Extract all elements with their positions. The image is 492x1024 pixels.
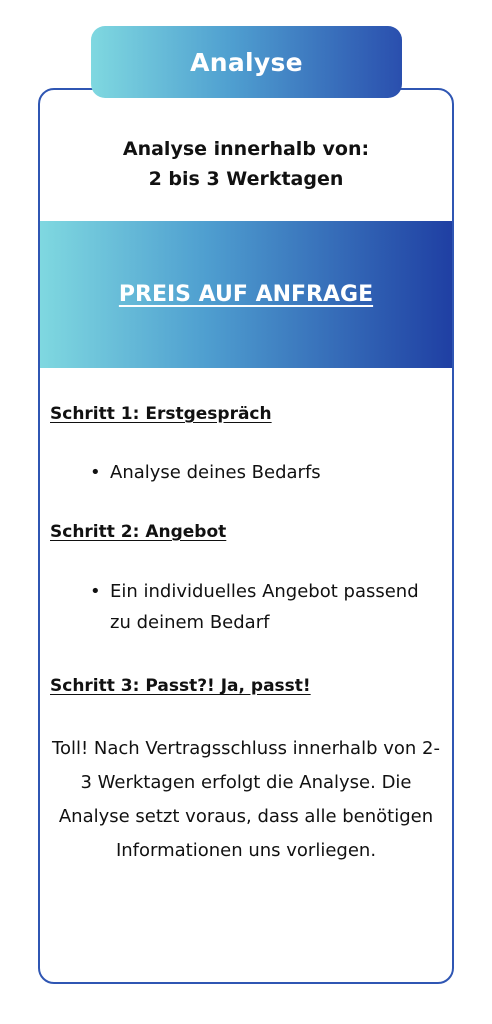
step-2-heading: Schritt 2: Angebot — [50, 522, 227, 542]
step-3-heading: Schritt 3: Passt?! Ja, passt! — [50, 676, 311, 696]
step-1-heading: Schritt 1: Erstgespräch — [50, 404, 272, 424]
step-2-bullet-text: Ein individuelles Angebot passend zu deinem Bedarf — [110, 581, 419, 633]
header-tab — [91, 26, 402, 98]
step-2-bullet — [90, 576, 420, 638]
pricing-card — [38, 88, 454, 984]
duration-line-1: Analyse innerhalb von: — [122, 138, 370, 160]
step-1-bullet — [90, 457, 420, 488]
duration-text — [40, 134, 452, 194]
duration-line-2: 2 bis 3 Werktagen — [148, 168, 344, 190]
price-band — [40, 221, 452, 368]
bullet-dot-icon: • — [90, 462, 101, 483]
bullet-dot-icon: • — [90, 581, 101, 602]
header-title: Analyse — [190, 47, 303, 77]
step-1-bullet-text: Analyse deines Bedarfs — [110, 462, 321, 483]
price-link[interactable]: PREIS AUF ANFRAGE — [118, 282, 374, 307]
closing-text: Toll! Nach Vertragsschluss innerhalb von 2-3 Werktagen erfolgt die Analyse. Die Analyse setzt voraus, dass alle benötigen Informationen uns vorliegen. — [52, 738, 440, 861]
